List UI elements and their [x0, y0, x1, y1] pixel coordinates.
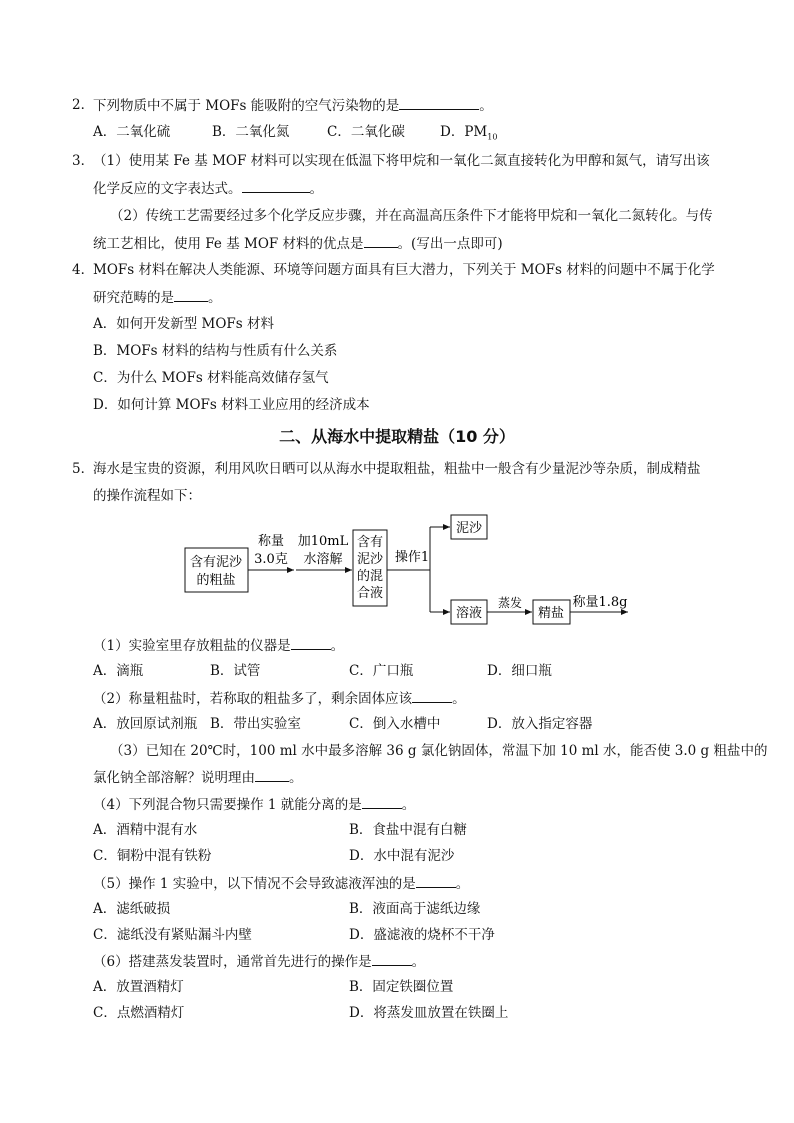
- q4-answer-blank[interactable]: [174, 288, 208, 302]
- mixture-box-line1: 含有: [356, 535, 384, 550]
- q5-s1-option-c[interactable]: C．广口瓶: [349, 663, 414, 679]
- q4-option-d[interactable]: D．如何计算 MOFs 材料工业应用的经济成本: [93, 397, 370, 413]
- q5-intro-line1: 海水是宝贵的资源，利用风吹日晒可以从海水中提取粗盐，粗盐中一般含有少量泥沙等杂质，制成精盐: [93, 461, 701, 477]
- q5-s2-option-d[interactable]: D．放入指定容器: [487, 716, 593, 732]
- q3-part2-tail: 。(写出一点即可): [397, 236, 503, 252]
- q5-s4-option-b[interactable]: B．食盐中混有白糖: [349, 822, 467, 838]
- q3-part1-line1: （1）使用某 Fe 基 MOF 材料可以实现在低温下将甲烷和一氧化二氮直接转化为甲醇和氮气，请写出该: [93, 153, 710, 169]
- q5-s6-option-b[interactable]: B．固定铁圈位置: [349, 979, 454, 995]
- q5-s4-tail: 。: [401, 797, 416, 813]
- q5-s5-stem: [93, 874, 469, 893]
- q5-s4-option-a[interactable]: A．酒精中混有水: [93, 822, 198, 838]
- q2-option-a[interactable]: A．二氧化硫: [93, 124, 171, 140]
- q5-s6-stem: [93, 952, 425, 971]
- q3-part1-line2: [93, 179, 323, 198]
- q2-answer-blank[interactable]: [399, 96, 479, 110]
- section-title: 二、从海水中提取精盐（10 分）: [279, 427, 515, 446]
- q3-part1-line2-text: 化学反应的文字表达式。: [93, 181, 242, 197]
- mixture-box-line3: 的混: [356, 569, 384, 584]
- q2-option-d[interactable]: [440, 123, 497, 147]
- q5-s5-stem-text: （5）操作 1 实验中，以下情况不会导致滤液浑浊的是: [93, 876, 416, 892]
- q4-tail: 。: [208, 290, 222, 306]
- mixture-box-line4: 合液: [356, 586, 384, 601]
- operation1-label: 操作1: [394, 550, 430, 565]
- q2-option-b[interactable]: B．二氧化氮: [212, 124, 290, 140]
- mixture-box-line2: 泥沙: [356, 552, 384, 567]
- q2-stem-tail: 。: [479, 98, 493, 114]
- q2-option-d-text: D．PM: [440, 124, 488, 140]
- q5-s5-tail: 。: [455, 876, 470, 892]
- q5-s2-stem: [93, 689, 466, 708]
- q5-s2-tail: 。: [452, 691, 466, 707]
- q5-s3-answer-blank[interactable]: [255, 768, 289, 782]
- q2-stem: [93, 96, 493, 115]
- q5-s6-option-c[interactable]: C．点燃酒精灯: [93, 1005, 185, 1021]
- q2-option-d-subscript: 10: [487, 132, 498, 142]
- q3-part2-line2: [93, 234, 503, 253]
- q5-s5-option-d[interactable]: D．盛滤液的烧杯不干净: [349, 927, 495, 943]
- q5-s5-answer-blank[interactable]: [416, 874, 456, 888]
- q5-s3-tail: 。: [289, 770, 303, 786]
- q5-s6-option-d[interactable]: D．将蒸发皿放置在铁圈上: [349, 1005, 509, 1021]
- q4-number: 4．: [72, 262, 95, 278]
- solution-box-label: 溶液: [455, 606, 483, 621]
- q5-s6-option-a[interactable]: A．放置酒精灯: [93, 979, 184, 995]
- q3-part2-answer-blank[interactable]: [364, 234, 398, 248]
- q2-option-c[interactable]: C．二氧化碳: [327, 124, 405, 140]
- q3-part1-answer-blank[interactable]: [242, 179, 310, 193]
- q5-s4-stem-text: （4）下列混合物只需要操作 1 就能分离的是: [93, 797, 362, 813]
- crude-salt-box-line1: 含有泥沙: [189, 555, 243, 570]
- q3-part2-line2-text: 统工艺相比，使用 Fe 基 MOF 材料的优点是: [93, 236, 364, 252]
- q5-s5-option-b[interactable]: B．液面高于滤纸边缘: [349, 901, 481, 917]
- q5-s1-stem: [93, 636, 344, 655]
- q5-s3-line2: [93, 768, 303, 787]
- q5-s4-option-c[interactable]: C．铜粉中混有铁粉: [93, 848, 212, 864]
- fine-salt-box-label: 精盐: [537, 606, 565, 621]
- add-water-label: 加10mL: [297, 534, 349, 549]
- process-flowchart: [0, 508, 794, 628]
- q5-s1-option-d[interactable]: D．细口瓶: [487, 663, 552, 679]
- q5-s2-stem-text: （2）称量粗盐时，若称取的粗盐多了，剩余固体应该: [93, 691, 413, 707]
- q4-option-a[interactable]: A．如何开发新型 MOFs 材料: [93, 316, 275, 332]
- q5-s4-answer-blank[interactable]: [362, 795, 402, 809]
- final-weigh-label: 称量1.8g: [572, 595, 628, 610]
- q2-stem-text: 下列物质中不属于 MOFs 能吸附的空气污染物的是: [93, 98, 400, 114]
- q5-s1-stem-text: （1）实验室里存放粗盐的仪器是: [93, 638, 291, 654]
- q5-s4-stem: [93, 795, 415, 814]
- q5-s2-answer-blank[interactable]: [412, 689, 452, 703]
- dissolve-label: 水溶解: [303, 552, 343, 567]
- q5-s6-tail: 。: [411, 954, 426, 970]
- q3-part1-tail: 。: [309, 181, 323, 197]
- q4-line2: [93, 288, 222, 307]
- q5-s2-option-c[interactable]: C．倒入水槽中: [349, 716, 441, 732]
- mud-box-label: 泥沙: [455, 521, 483, 536]
- q5-s1-option-a[interactable]: A．滴瓶: [93, 663, 144, 679]
- q5-number: 5．: [72, 461, 95, 477]
- q4-option-c[interactable]: C．为什么 MOFs 材料能高效储存氢气: [93, 370, 329, 386]
- q5-s3-line1: （3）已知在 20℃时，100 ml 水中最多溶解 36 g 氯化钠固体，常温下加 10 ml 水，能否使 3.0 g 粗盐中的: [110, 743, 768, 759]
- q4-line1: MOFs 材料在解决人类能源、环境等问题方面具有巨大潜力，下列关于 MOFs 材料的问题中不属于化学: [93, 262, 715, 278]
- crude-salt-box-line2: 的粗盐: [196, 573, 236, 588]
- q4-line2-text: 研究范畴的是: [93, 290, 174, 306]
- q3-part2-line1: （2）传统工艺需要经过多个化学反应步骤，并在高温高压条件下才能将甲烷和一氧化二氮转化。与传: [110, 208, 713, 224]
- q5-s1-option-b[interactable]: B．试管: [210, 663, 261, 679]
- q5-s5-option-a[interactable]: A．滤纸破损: [93, 901, 171, 917]
- q5-intro-line2: 的操作流程如下：: [93, 488, 201, 504]
- q5-s1-tail: 。: [330, 638, 345, 654]
- evaporate-label: 蒸发: [497, 596, 523, 610]
- q5-s2-option-b[interactable]: B．带出实验室: [210, 716, 301, 732]
- q5-s4-option-d[interactable]: D．水中混有泥沙: [349, 848, 455, 864]
- q5-s3-line2-text: 氯化钠全部溶解？说明理由: [93, 770, 255, 786]
- q5-s2-option-a[interactable]: A．放回原试剂瓶: [93, 716, 198, 732]
- q3-number: 3．: [72, 153, 95, 169]
- weigh-amount-label: 3.0克: [254, 552, 288, 567]
- q5-s6-stem-text: （6）搭建蒸发装置时，通常首先进行的操作是: [93, 954, 372, 970]
- q5-s1-answer-blank[interactable]: [291, 636, 331, 650]
- q4-option-b[interactable]: B．MOFs 材料的结构与性质有什么关系: [93, 343, 338, 359]
- q2-number: 2．: [72, 97, 95, 113]
- q5-s6-answer-blank[interactable]: [372, 952, 412, 966]
- q5-s5-option-c[interactable]: C．滤纸没有紧贴漏斗内壁: [93, 927, 252, 943]
- weigh-arrow-label: 称量: [257, 534, 285, 549]
